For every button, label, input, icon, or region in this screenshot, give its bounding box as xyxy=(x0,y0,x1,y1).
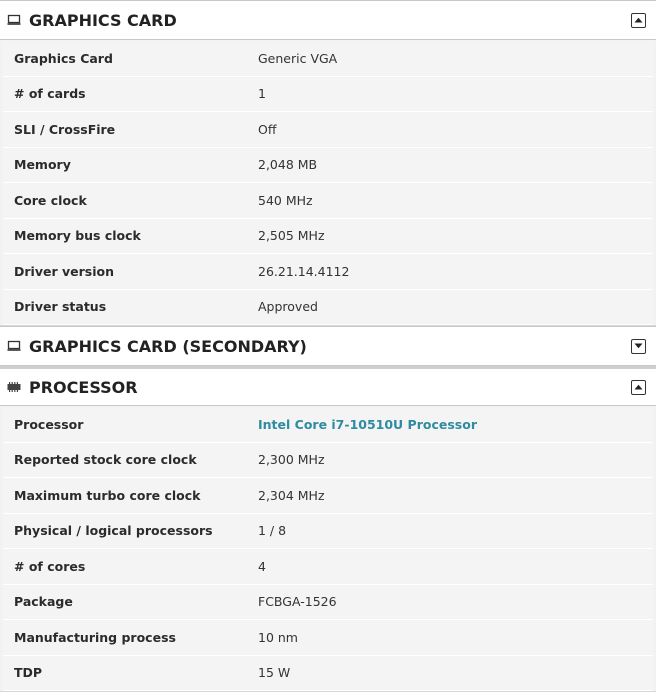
row-value: 2,048 MB xyxy=(258,157,318,173)
table-row xyxy=(3,407,653,443)
table-row xyxy=(3,585,653,621)
row-label: Package xyxy=(14,594,73,610)
table-row xyxy=(3,112,653,148)
row-label: # of cores xyxy=(14,558,86,574)
row-label: # of cards xyxy=(14,86,86,102)
row-label: Graphics Card xyxy=(14,50,113,66)
table-row xyxy=(3,77,653,113)
row-value: 26.21.14.4112 xyxy=(258,263,350,279)
row-label: Physical / logical processors xyxy=(14,523,213,539)
graphics-card-title: GRAPHICS CARD xyxy=(29,10,177,30)
graphics-card-table xyxy=(0,40,656,326)
collapse-up-icon[interactable] xyxy=(631,13,646,28)
graphics-card-secondary-header[interactable] xyxy=(0,326,656,366)
table-row xyxy=(3,254,653,290)
table-row xyxy=(3,41,653,77)
row-label: SLI / CrossFire xyxy=(14,121,116,137)
collapse-up-icon[interactable] xyxy=(631,380,646,395)
row-value: 2,300 MHz xyxy=(258,452,325,468)
processor-table xyxy=(0,406,656,692)
processor-header[interactable] xyxy=(0,366,656,406)
row-value: Generic VGA xyxy=(258,50,338,66)
row-label: Driver status xyxy=(14,299,107,315)
table-row xyxy=(3,148,653,184)
monitor-icon xyxy=(7,13,23,27)
row-label: TDP xyxy=(14,665,43,681)
row-label: Maximum turbo core clock xyxy=(14,487,201,503)
graphics-card-header[interactable] xyxy=(0,0,656,40)
row-label: Memory xyxy=(14,157,71,173)
row-label: Reported stock core clock xyxy=(14,452,197,468)
graphics-card-secondary-title: GRAPHICS CARD (SECONDARY) xyxy=(29,336,307,356)
row-label: Driver version xyxy=(14,263,114,279)
processor-title: PROCESSOR xyxy=(29,377,138,397)
monitor-icon xyxy=(7,339,23,353)
row-label: Core clock xyxy=(14,192,87,208)
row-value: 4 xyxy=(258,558,266,574)
table-row xyxy=(3,183,653,219)
row-value: 10 nm xyxy=(258,629,298,645)
row-label: Memory bus clock xyxy=(14,228,141,244)
table-row xyxy=(3,443,653,479)
table-row xyxy=(3,514,653,550)
row-value: Off xyxy=(258,121,277,137)
table-row xyxy=(3,549,653,585)
chip-icon xyxy=(7,380,23,394)
expand-down-icon[interactable] xyxy=(631,339,646,354)
row-value: 2,304 MHz xyxy=(258,487,325,503)
row-value: FCBGA-1526 xyxy=(258,594,337,610)
row-value: 2,505 MHz xyxy=(258,228,325,244)
table-row xyxy=(3,478,653,514)
row-label: Processor xyxy=(14,416,84,432)
row-value: 1 xyxy=(258,86,266,102)
processor-link[interactable]: Intel Core i7-10510U Processor xyxy=(258,416,477,432)
table-row xyxy=(3,656,653,692)
table-row xyxy=(3,290,653,326)
row-label: Manufacturing process xyxy=(14,629,176,645)
row-value: Approved xyxy=(258,299,318,315)
table-row xyxy=(3,219,653,255)
row-value: 540 MHz xyxy=(258,192,313,208)
row-value: 1 / 8 xyxy=(258,523,287,539)
row-value: 15 W xyxy=(258,665,291,681)
table-row xyxy=(3,620,653,656)
